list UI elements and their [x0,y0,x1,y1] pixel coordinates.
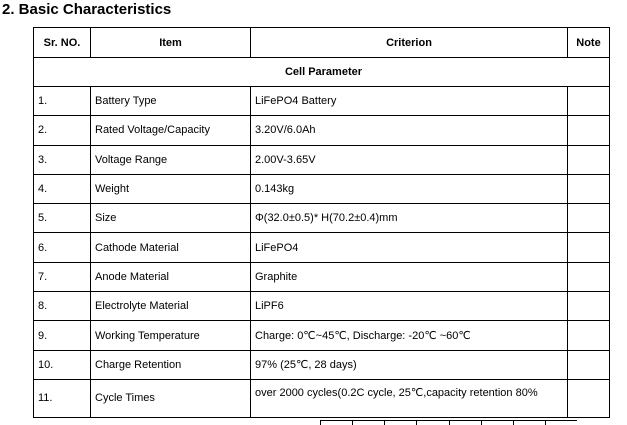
row-number: 8. [34,292,91,321]
row-item: Working Temperature [91,321,251,350]
row-item: Charge Retention [91,350,251,379]
table-row [34,379,610,417]
row-note [568,292,610,321]
subtable-cell [416,421,448,425]
row-number: 2. [34,116,91,145]
row-number: 6. [34,233,91,262]
row-criterion: LiFePO4 [251,233,568,262]
subtable-cell [384,421,416,425]
row-note [568,321,610,350]
row-note [568,233,610,262]
row-note [568,262,610,291]
row-item: Anode Material [91,262,251,291]
row-note [568,116,610,145]
row-number: 3. [34,145,91,174]
subtable-cell [513,421,545,425]
basic-characteristics-table [33,27,610,418]
table-row [34,233,610,262]
row-number: 10. [34,350,91,379]
table-row [34,350,610,379]
row-criterion: Φ(32.0±0.5)* H(70.2±0.4)mm [251,204,568,233]
table-row [34,116,610,145]
header-row [34,28,610,58]
row-item: Cathode Material [91,233,251,262]
row-note [568,350,610,379]
row-number: 4. [34,174,91,203]
row-note [568,174,610,203]
subtable-cell [545,421,577,425]
cycle-subtable-fragment [320,420,577,425]
row-note [568,145,610,174]
row-note [568,379,610,417]
row-number: 7. [34,262,91,291]
row-item: Battery Type [91,87,251,116]
subtable-cell [481,421,513,425]
row-criterion: Graphite [251,262,568,291]
row-item: Cycle Times [91,379,251,417]
row-criterion: LiFePO4 Battery [251,87,568,116]
table-row [34,262,610,291]
row-item: Voltage Range [91,145,251,174]
section-title-cell-parameter: Cell Parameter [34,58,610,87]
row-criterion: LiPF6 [251,292,568,321]
table-row [34,292,610,321]
row-criterion: 2.00V-3.65V [251,145,568,174]
row-criterion: 0.143kg [251,174,568,203]
table-row [34,145,610,174]
header-criterion: Criterion [251,28,568,58]
row-number: 5. [34,204,91,233]
row-item: Electrolyte Material [91,292,251,321]
header-item: Item [91,28,251,58]
row-number: 11. [34,379,91,417]
section-row [34,58,610,87]
header-note: Note [568,28,610,58]
subtable-cell [320,421,352,425]
table-row [34,174,610,203]
row-item: Rated Voltage/Capacity [91,116,251,145]
subtable-cell [449,421,481,425]
row-criterion: 3.20V/6.0Ah [251,116,568,145]
row-number: 1. [34,87,91,116]
table-row [34,204,610,233]
row-number: 9. [34,321,91,350]
subtable-cell [352,421,384,425]
row-note [568,204,610,233]
header-sr-no: Sr. NO. [34,28,91,58]
row-item: Size [91,204,251,233]
row-criterion: Charge: 0℃~45℃, Discharge: -20℃ ~60℃ [251,321,568,350]
row-note [568,87,610,116]
row-criterion: over 2000 cycles(0.2C cycle, 25℃,capacity retention 80% [251,379,568,417]
row-item: Weight [91,174,251,203]
row-criterion: 97% (25℃, 28 days) [251,350,568,379]
table-row [34,321,610,350]
table-row [34,87,610,116]
section-heading: 2. Basic Characteristics [2,1,172,18]
